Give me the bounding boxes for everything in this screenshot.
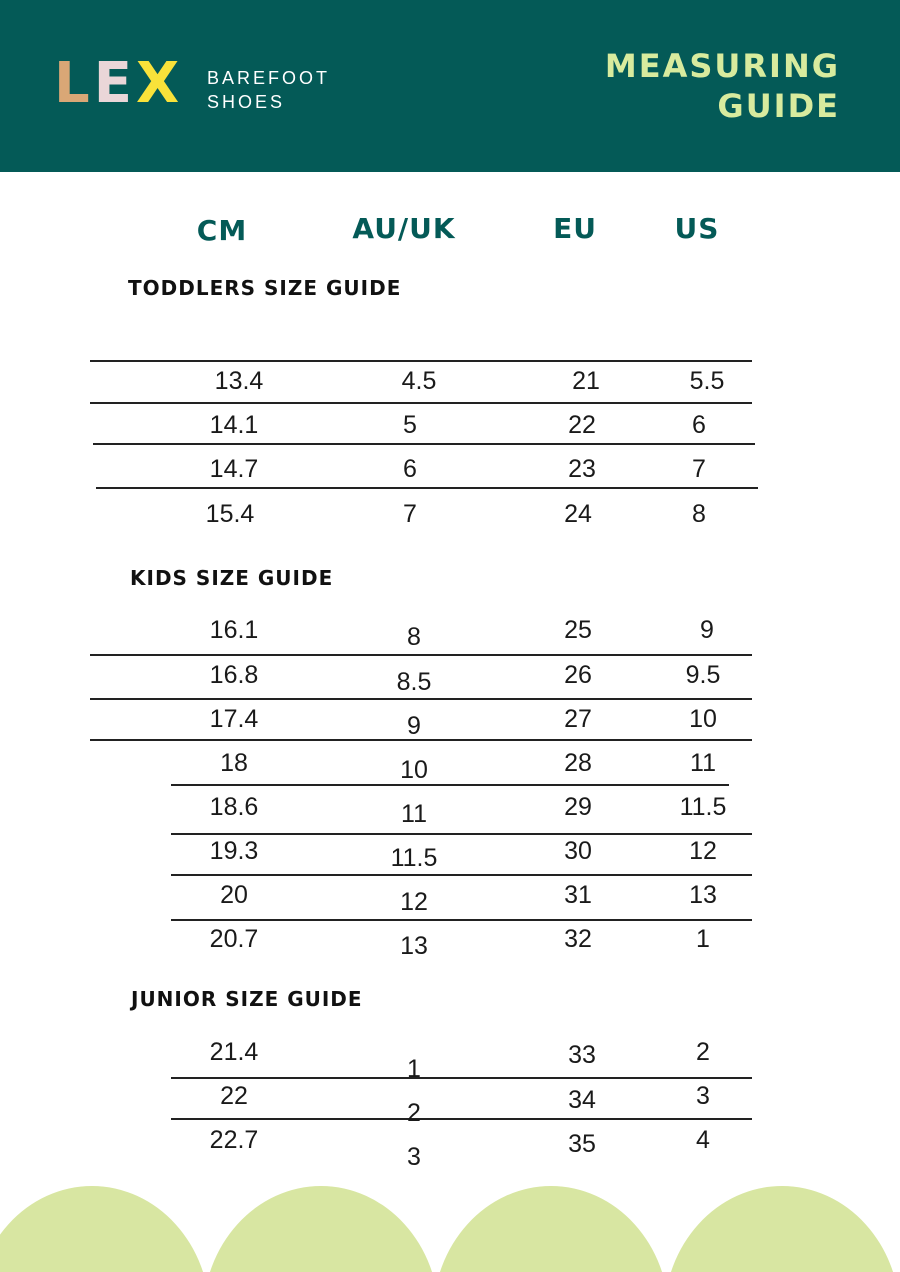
table-cell: 24 — [564, 500, 592, 528]
table-cell: 20.7 — [209, 925, 259, 953]
table-cell: 18 — [220, 749, 248, 777]
table-cell: 8 — [407, 623, 421, 651]
table-cell: 26 — [564, 661, 592, 689]
brand-subtitle-line2: SHOES — [207, 92, 286, 112]
table-cell: 15.4 — [205, 500, 255, 528]
table-cell: 8.5 — [396, 668, 432, 696]
table-cell: 9.5 — [685, 661, 721, 689]
page-title-line1: MEASURING — [604, 47, 840, 85]
table-cell: 22 — [220, 1082, 248, 1110]
table-cell: 16.8 — [209, 661, 259, 689]
table-cell: 11 — [401, 800, 427, 828]
table-divider — [171, 1077, 752, 1079]
footer-scallops — [0, 1186, 900, 1272]
table-cell: 33 — [568, 1041, 596, 1069]
page-title-line2: GUIDE — [717, 87, 840, 125]
table-cell: 25 — [564, 616, 592, 644]
table-cell: 11.5 — [679, 793, 727, 821]
table-divider — [171, 919, 752, 921]
brand-subtitle-line1: BAREFOOT — [207, 68, 331, 88]
table-cell: 11.5 — [390, 844, 438, 872]
table-cell: 5.5 — [689, 367, 725, 395]
table-divider — [90, 360, 752, 362]
table-divider — [90, 402, 752, 404]
table-cell: 7 — [403, 500, 417, 528]
table-cell: 1 — [696, 925, 710, 953]
column-header-us: US — [674, 212, 720, 245]
table-cell: 6 — [692, 411, 706, 439]
table-cell: 7 — [692, 455, 706, 483]
table-cell: 27 — [564, 705, 592, 733]
table-cell: 28 — [564, 749, 592, 777]
table-cell: 9 — [700, 616, 714, 644]
table-cell: 19.3 — [209, 837, 259, 865]
table-cell: 14.7 — [209, 455, 259, 483]
section-title-toddlers: TODDLERS SIZE GUIDE — [128, 276, 402, 300]
table-divider — [171, 833, 752, 835]
table-cell: 10 — [689, 705, 717, 733]
table-cell: 21 — [572, 367, 600, 395]
section-title-junior: JUNIOR SIZE GUIDE — [131, 987, 363, 1011]
table-cell: 10 — [400, 756, 428, 784]
section-title-kids: KIDS SIZE GUIDE — [130, 566, 334, 590]
table-cell: 29 — [564, 793, 592, 821]
table-cell: 12 — [689, 837, 717, 865]
table-cell: 5 — [403, 411, 417, 439]
column-header-cm: CM — [196, 214, 248, 247]
table-cell: 6 — [403, 455, 417, 483]
table-cell: 3 — [407, 1143, 421, 1171]
column-header-au-uk: AU/UK — [352, 212, 456, 245]
table-cell: 22.7 — [209, 1126, 259, 1154]
table-cell: 23 — [568, 455, 596, 483]
table-cell: 34 — [568, 1086, 596, 1114]
table-cell: 12 — [400, 888, 428, 916]
table-divider — [96, 487, 758, 489]
table-cell: 13 — [400, 932, 428, 960]
table-cell: 20 — [220, 881, 248, 909]
table-cell: 21.4 — [209, 1038, 259, 1066]
table-cell: 1 — [407, 1055, 421, 1083]
column-header-eu: EU — [553, 212, 597, 245]
logo-letter-l: L — [54, 51, 94, 116]
table-cell: 4.5 — [401, 367, 437, 395]
table-divider — [171, 1118, 752, 1120]
table-cell: 2 — [407, 1099, 421, 1127]
table-divider — [171, 784, 729, 786]
logo-letter-e: E — [93, 51, 136, 116]
table-cell: 8 — [692, 500, 706, 528]
table-divider — [90, 739, 752, 741]
table-cell: 32 — [564, 925, 592, 953]
table-divider — [93, 443, 755, 445]
table-divider — [171, 874, 752, 876]
table-cell: 11 — [690, 749, 716, 777]
table-cell: 2 — [696, 1038, 710, 1066]
table-cell: 13.4 — [214, 367, 264, 395]
brand-subtitle — [207, 66, 330, 114]
table-cell: 31 — [564, 881, 592, 909]
table-cell: 17.4 — [209, 705, 259, 733]
table-cell: 3 — [696, 1082, 710, 1110]
table-cell: 14.1 — [209, 411, 259, 439]
table-cell: 13 — [689, 881, 717, 909]
table-cell: 22 — [568, 411, 596, 439]
page-title — [605, 46, 840, 126]
table-divider — [90, 698, 752, 700]
table-cell: 4 — [696, 1126, 710, 1154]
logo-letter-x: X — [135, 51, 184, 116]
table-cell: 30 — [564, 837, 592, 865]
footer-scallop-shapes — [0, 1186, 900, 1272]
table-divider — [90, 654, 752, 656]
table-cell: 35 — [568, 1130, 596, 1158]
brand-logo — [54, 52, 183, 116]
header-banner — [0, 0, 900, 172]
table-cell: 18.6 — [209, 793, 259, 821]
table-cell: 9 — [407, 712, 421, 740]
table-cell: 16.1 — [209, 616, 259, 644]
